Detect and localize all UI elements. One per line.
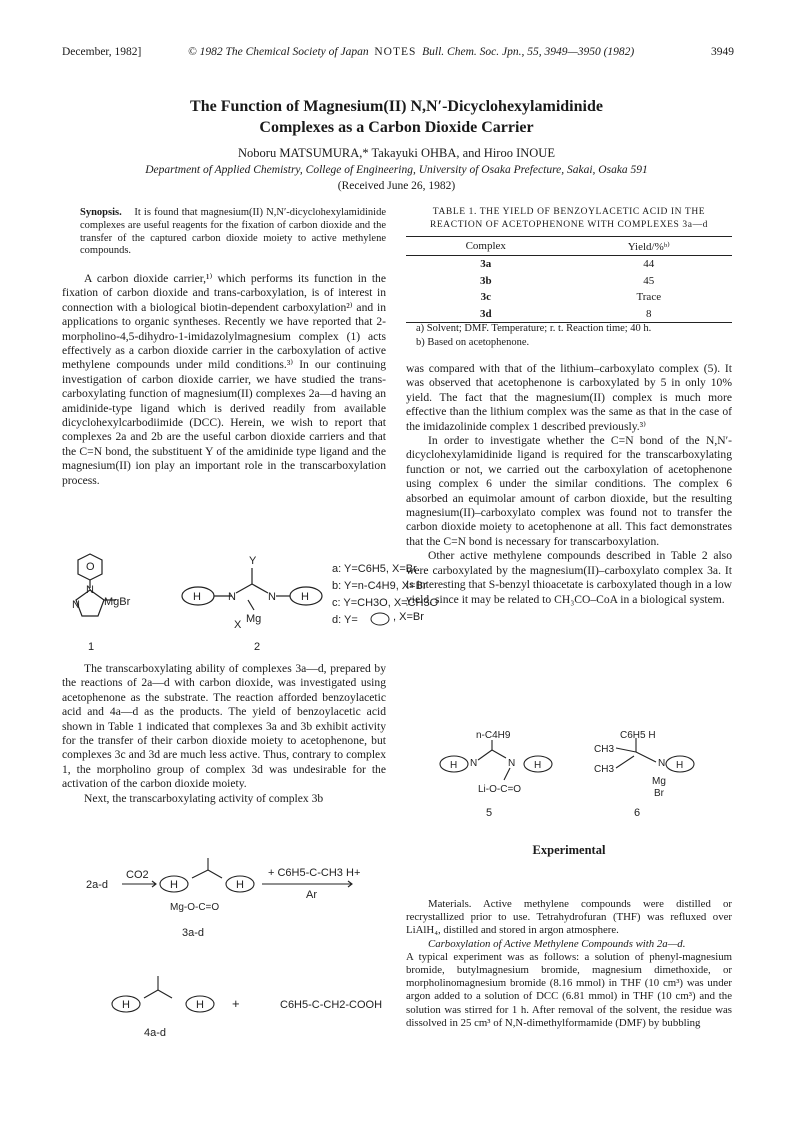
svg-text:CH3: CH3 <box>594 764 615 775</box>
received-date: (Received June 26, 1982) <box>337 180 456 192</box>
table-1 <box>406 236 732 323</box>
synopsis-label: Synopsis. <box>80 207 122 218</box>
compound-5-label: 5 <box>486 807 493 819</box>
experimental-heading: Experimental <box>532 843 606 857</box>
affiliation: Department of Applied Chemistry, College of Engineering, University of Osaka Prefecture, Sakai, Osaka 591 <box>145 164 648 176</box>
svg-text:N: N <box>72 599 80 611</box>
svg-text:H: H <box>534 760 542 771</box>
svg-text:N: N <box>268 591 276 603</box>
paragraph-next: Next, the transcarboxylating activity of complex 3b <box>84 791 324 805</box>
column-1-results <box>62 662 386 806</box>
co2-label: CO2 <box>126 869 149 881</box>
table-row <box>406 256 732 273</box>
paper-title <box>0 96 793 138</box>
svg-text:O: O <box>86 561 95 573</box>
running-header <box>62 46 734 64</box>
svg-text:Li-O-C=O: Li-O-C=O <box>478 784 522 795</box>
svg-text:N: N <box>470 758 478 769</box>
paragraph-materials: Materials. Active methylene compounds were distilled or recrystallized prior to use. Tetrahydrofuran (THF) was refluxed over LiAlH₄, distilled and stored in argon atmosphere. <box>406 898 732 937</box>
compound-2-label: 2 <box>254 641 261 653</box>
synopsis <box>80 207 386 258</box>
column-1-intro <box>62 272 386 488</box>
paragraph-intro: A carbon dioxide carrier,¹⁾ which performs its function in the fixation of carbon dioxide and trans-carboxylation, is of interest in connection with a biological biotin-dependent carboxylation²⁾ and in applications to organic syntheses. Recently we have reported that 2-morpholino-4,5-dihydro-1-imidazolylmagnesium complex (1) acts effectively as a carbon dioxide carrier in the carboxylation of active methylene compounds under mild conditions.³⁾ In our continuing investigation of carbon dioxide carrier, we have studied the trans-carboxylating function of magnesium(II) complexes 2a—d having an amidinide-type ligand which is derived readily from available dicyclohexylcarbodiimide (DCC). Herein, we wish to report that complexes 2a and 2b are the useful carbon dioxide carriers and that the C=N bond, the substituent Y of the amidinide type ligand and the magnesium(II) ion play an important role in the transcarboxylation process. <box>62 272 386 487</box>
svg-text:C6H5 H: C6H5 H <box>620 730 656 741</box>
title-line-1: The Function of Magnesium(II) N,N′-Dicyclohexylamidinide <box>190 98 603 115</box>
table-cell: 3c <box>480 291 491 304</box>
svg-text:CH3: CH3 <box>594 744 615 755</box>
authors: Noboru MATSUMURA,* Takayuki OHBA, and Hiroo INOUE <box>238 146 555 160</box>
svg-text:H: H <box>122 999 130 1011</box>
acid-label: C6H5-C-CH2-COOH <box>280 999 383 1011</box>
table-cell: 3b <box>479 274 492 287</box>
svg-text:Mg: Mg <box>652 776 666 787</box>
plus-sign: + <box>232 996 240 1011</box>
svg-text:n-C4H9: n-C4H9 <box>476 730 511 741</box>
svg-text:H: H <box>236 879 244 891</box>
title-line-2: Complexes as a Carbon Dioxide Carrier <box>259 119 534 136</box>
svg-text:N: N <box>658 758 666 769</box>
table-cell: 44 <box>643 258 655 271</box>
svg-text:N: N <box>86 584 94 596</box>
table-footnotes <box>416 322 736 349</box>
paragraph-lithium: was compared with that of the lithium–carboxylato complex (5). It was observed that acetophenone is carboxylated by 5 in only 10% yield. The fact that the magnesium(II) complex is much more effective than the lithium complex was the same as that in the case of the imidazolinide complex 1 described previously.³⁾ <box>406 362 732 433</box>
compound-1-label: 1 <box>88 641 95 653</box>
substituent-a: a: Y=C6H5, X=Br <box>332 563 417 575</box>
svg-text:N: N <box>508 758 516 769</box>
reaction-scheme <box>62 856 402 1056</box>
substituent-c: c: Y=CH3O, X=CH3O <box>332 597 439 609</box>
experimental-text <box>406 898 732 1030</box>
header-page-number: 3949 <box>711 46 734 58</box>
substituent-d-tail: , X=Br <box>393 611 424 623</box>
table-1-caption <box>406 206 732 231</box>
synopsis-text: It is found that magnesium(II) N,N′-dicyclohexylamidinide complexes are useful reagents for the fixation of carbon dioxide and the transfer of the captured carbon dioxide moiety to active methylene compounds. <box>80 207 386 257</box>
paragraph-procedure: A typical experiment was as follows: a solution of phenyl-magnesium bromide, butylmagnesium bromide, magnesium dimethoxide, or morpholinomagnesium bromide (8.16 mmol) in THF (10 cm³) was under argon added to a solution of DCC (6.81 mmol) in THF (10 cm³) and the solution was stirred for 1 h. After removal of the solvent, the residue was dissolved in 25 cm³ of N,N-dimethylformamide (DMF) by bubbling <box>406 950 732 1029</box>
svg-text:H: H <box>196 999 204 1011</box>
svg-text:Mg: Mg <box>246 613 262 625</box>
substituent-b: b: Y=n-C4H9, X=Br <box>332 580 427 592</box>
compound-6-label: 6 <box>634 807 641 819</box>
table-row <box>406 306 732 323</box>
proton-label: H+ <box>346 867 361 879</box>
table-cell: Trace <box>636 291 662 304</box>
table-cell: 3d <box>406 306 566 323</box>
header-date: December, 1982] <box>62 46 142 58</box>
svg-text:H: H <box>450 760 458 771</box>
header-copyright: © 1982 The Chemical Society of Japan <box>188 46 369 58</box>
svg-text:H: H <box>301 591 309 603</box>
svg-text:H: H <box>676 760 684 771</box>
table-caption-line-1: TABLE 1. THE YIELD OF BENZOYLACETIC ACID IN THE <box>432 207 706 217</box>
table-caption-line-2: REACTION OF ACETOPHENONE WITH COMPLEXES 3a—d <box>429 219 709 230</box>
header-notes: NOTES <box>374 46 417 58</box>
header-journal-line <box>188 46 634 58</box>
table-footnote-b: b) Based on acetophenone. <box>416 336 530 348</box>
table-header-complex: Complex <box>406 237 566 256</box>
svg-text:N: N <box>228 591 236 603</box>
header-journal: Bull. Chem. Soc. Jpn., 55, 3949—3950 (1982) <box>422 46 635 58</box>
svg-text:H: H <box>170 879 178 891</box>
table-footnote-a: a) Solvent; DMF. Temperature; r. t. Reaction time; 40 h. <box>416 323 652 334</box>
table-cell: 8 <box>566 306 732 323</box>
label-4a-d: 4a-d <box>144 1027 167 1039</box>
mgbr-label: MgBr <box>104 596 131 608</box>
structures-5-and-6 <box>430 730 730 830</box>
table-header-yield: Yield/%ᵇ⁾ <box>566 237 732 256</box>
argon-label: Ar <box>306 889 317 901</box>
reagent-label: + C6H5-C-CH3 <box>268 867 343 879</box>
experimental-subheading: Carboxylation of Active Methylene Compounds with 2a—d. <box>428 937 686 950</box>
substituent-d: d: Y= <box>332 614 358 626</box>
table-cell: 45 <box>643 274 655 287</box>
paragraph-other: Other active methylene compounds described in Table 2 also were carboxylated by the magnesium(II)–carboxylato complex 3a. It is interesting that S-benzyl thioacetate is carboxylated though in a low yield, since it may be related to CH₃CO–CoA in a biological system. <box>406 549 732 606</box>
label-3a-d: 3a-d <box>182 927 205 939</box>
svg-text:X: X <box>234 619 242 631</box>
table-cell: 3a <box>480 258 492 271</box>
table-row <box>406 273 732 290</box>
paragraph-cn-bond: In order to investigate whether the C=N bond of the N,N′-dicyclohexylamidinide ligand is required for the transcarboxylating function or not, we carried out the carboxylation of acetophenone using complex 6 under the similar conditions. The complex 6 absorbed an equimolar amount of carbon dioxide, but the resulting magnesium(II)–carboxylato complex was found not to transfer the carbon dioxide moiety to acetophenone at all. This fact demonstrates that the C=N bond is necessary for transcarboxylation. <box>406 434 732 548</box>
start-label: 2a-d <box>86 879 109 891</box>
structures-1-and-2 <box>62 548 439 658</box>
svg-text:Br: Br <box>654 788 664 799</box>
column-2-text <box>406 362 732 607</box>
svg-text:Y: Y <box>249 555 257 567</box>
svg-text:Mg-O-C=O: Mg-O-C=O <box>170 902 220 913</box>
svg-text:H: H <box>193 591 201 603</box>
table-row <box>406 289 732 306</box>
paragraph-results: The transcarboxylating ability of complexes 3a—d, prepared by the reactions of 2a—d with carbon dioxide, was investigated using acetophenone as the substrate. The reaction afforded benzoylacetic acid and 4a—d as the products. The yield of benzoylacetic acid shown in Table 1 indicated that complexes 3a and 3b exhibit activity for the transfer of their carbon dioxide moiety to acetophenone, but complexes 3c and 3d are much less active. Thus, contrary to complex 1, the morpholino group of complex 3d was undesirable for the activation of the carbon dioxide moiety. <box>62 662 386 791</box>
